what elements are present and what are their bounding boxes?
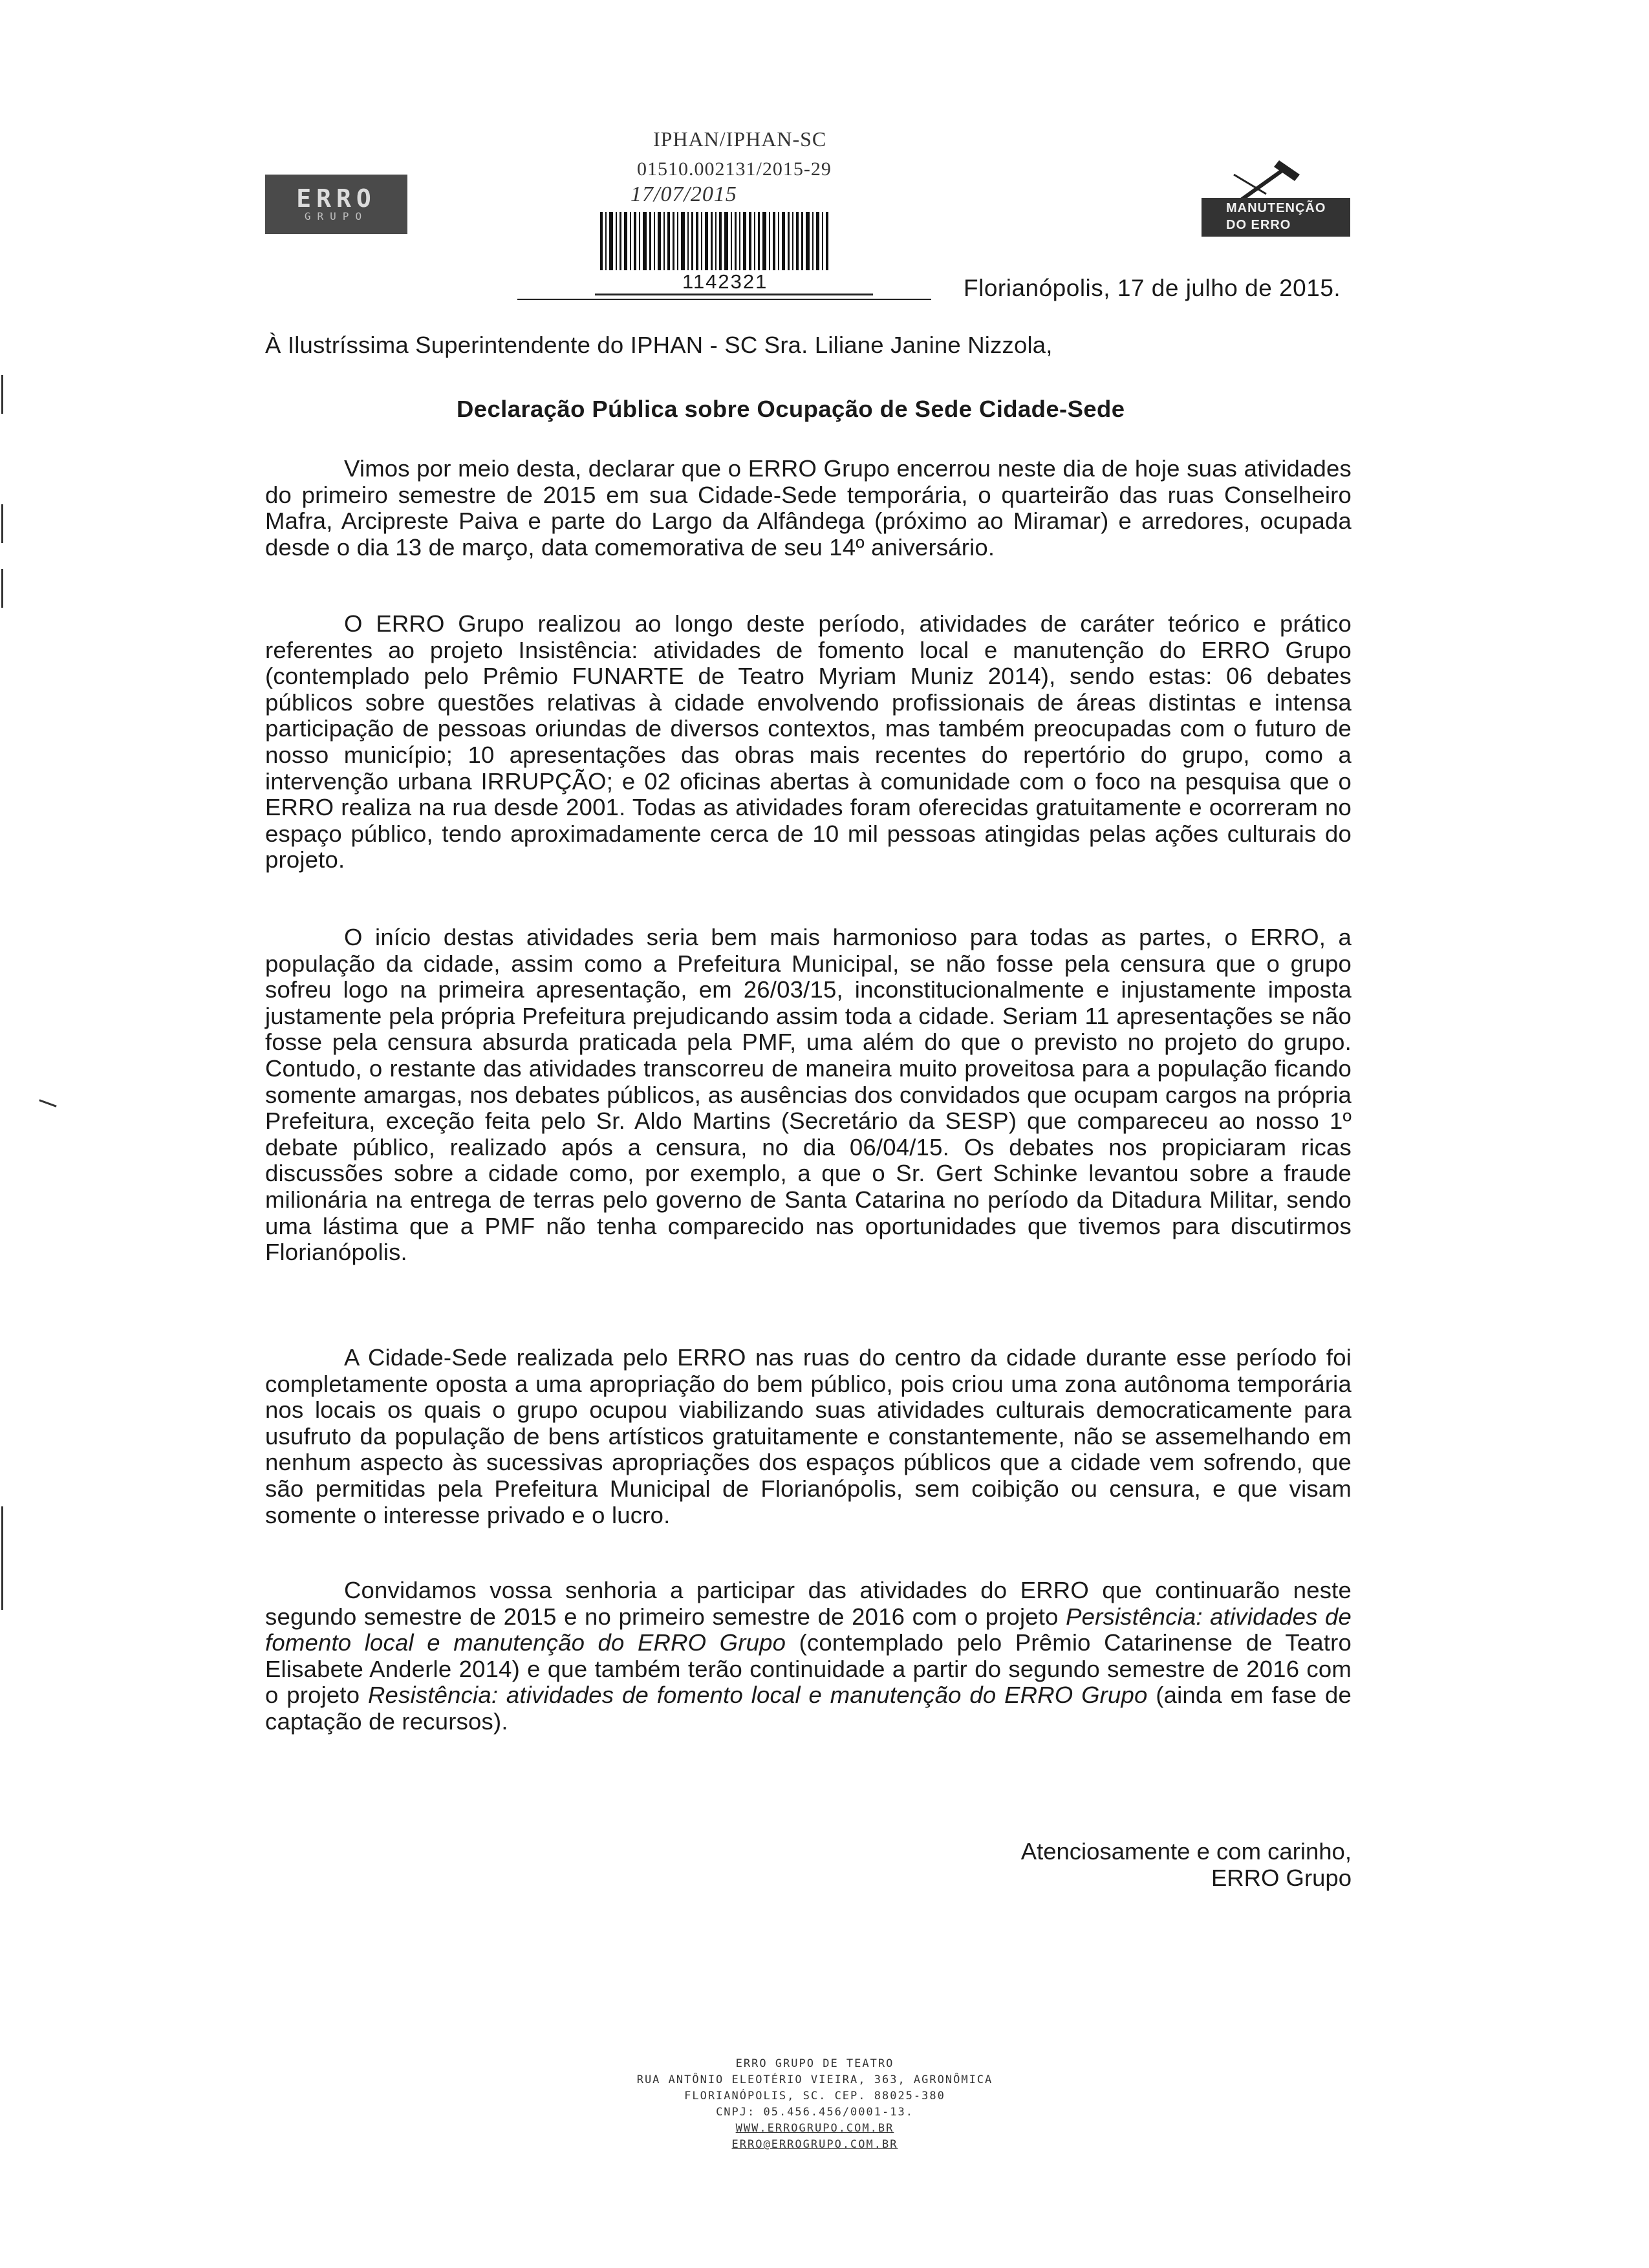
barcode-bar (816, 212, 819, 270)
footer-address (582, 2056, 1048, 2153)
barcode-bar (773, 212, 775, 270)
barcode-bar (673, 212, 674, 270)
erro-logo (265, 175, 407, 234)
footer-email: ERRO@ERROGRUPO.COM.BR (731, 2138, 898, 2151)
barcode-bar (724, 212, 728, 270)
project-persistencia: Persistência: atividades de fomento local e manutenção do ERRO Grupo (265, 1603, 1352, 1656)
page-title: Declaração Pública sobre Ocupação de Sede Cidade-Sede (457, 396, 1125, 422)
barcode-bar (719, 212, 722, 270)
barcode-bar (762, 212, 766, 270)
barcode-bar (681, 212, 685, 270)
stamp-agency: IPHAN/IPHAN-SC (653, 127, 827, 151)
barcode-bar (654, 212, 655, 270)
barcode-bar (624, 212, 627, 270)
barcode (600, 212, 879, 270)
addressee: À Ilustríssima Superintendente do IPHAN - SC Sra. Liliane Janine Nizzola, (265, 332, 1053, 358)
barcode-bar (663, 212, 665, 270)
margin-mark (39, 1099, 56, 1107)
manutencao-logo-line2: DO ERRO (1226, 218, 1291, 232)
paragraph-5-part-e: (ainda em fase de captação de recursos). (265, 1682, 1352, 1735)
barcode-bar (630, 212, 631, 270)
margin-mark (1, 1506, 3, 1610)
project-resistencia: Resistência: atividades de fomento local e manutenção do ERRO Grupo (367, 1682, 1148, 1709)
letter-date: Florianópolis, 17 de julho de 2015. (964, 275, 1341, 301)
barcode-bar (792, 212, 793, 270)
paragraph-5-part-a: Convidamos vossa senhoria a participar das atividades do ERRO que continuarão neste segundo semestre de 2015 e no primeiro semestre de 2016 com o projeto (265, 1577, 1352, 1630)
barcode-bar (634, 212, 636, 270)
stamp-underline (517, 299, 931, 300)
barcode-bar (711, 212, 713, 270)
margin-mark (1, 504, 3, 543)
paragraph-4: A Cidade-Sede realizada pelo ERRO nas ruas do centro da cidade durante esse período foi completamente oposta a uma apropriação do bem público, pois criou uma zona autônoma temporária nos locais os quais o grupo ocupou viabilizando suas atividades culturais democraticamente para usufruto da população de bens artísticos gratuitamente e constantemente, não se assemelhando em nenhum aspecto às sucessivas apropriações dos espaços públicos que a cidade vem sofrendo, que são permitidas pela Prefeitura Municipal de Florianópolis, sem coibição ou censura, e que visam somente o interesse privado e o lucro. (265, 1344, 1352, 1528)
barcode-bar (735, 212, 737, 270)
barcode-bar (758, 212, 760, 270)
paragraph-1: Vimos por meio desta, declarar que o ERRO Grupo encerrou neste dia de hoje suas atividades do primeiro semestre de 2015 em sua Cidade-Sede temporária, o quarteirão das ruas Conselheiro Mafra, Arcipreste Paiva e parte do Largo da Alfândega (próximo ao Miramar) e arredores, ocupada desde o dia 13 de março, data comemorativa de seu 14º aniversário. (265, 455, 1352, 561)
barcode-bar (739, 212, 740, 270)
footer-website: WWW.ERROGRUPO.COM.BR (735, 2122, 894, 2135)
barcode-number: 1142321 (682, 270, 768, 293)
barcode-bar (677, 212, 678, 270)
barcode-bar (769, 212, 770, 270)
erro-logo-text: ERRO (296, 184, 376, 213)
barcode-bar (667, 212, 670, 270)
barcode-bar (822, 212, 823, 270)
paragraph-2: O ERRO Grupo realizou ao longo deste período, atividades de caráter teórico e prático referentes ao projeto Insistência: atividades de fomento local e manutenção do ERRO Grupo (contemplado pelo Prêmio FUNARTE de Teatro Myriam Muniz 2014), sendo estas: 06 debates públicos sobre questões relativas à cidade envolvendo profissionais de áreas distintas e intensa participação de pessoas oriundas de diversos contextos, mas também preocupadas com o futuro de nosso município; 10 apresentações das obras mais recentes do repertório do grupo, como a intervenção urbana IRRUPÇÃO; e 02 oficinas abertas à comunidade com o foco na pesquisa que o ERRO realiza na rua desde 2001. Todas as atividades foram oferecidas gratuitamente e ocorreram no espaço público, tendo aproximadamente cerca de 10 mil pessoas atingidas pelas ações culturais do projeto. (265, 610, 1352, 873)
paragraph-5 (265, 1578, 1352, 1735)
barcode-bar (701, 212, 702, 270)
barcode-bar (649, 212, 651, 270)
footer-cnpj: CNPJ: 05.456.456/0001-13. (716, 2106, 914, 2119)
manutencao-logo (1202, 155, 1350, 237)
barcode-bar (801, 212, 803, 270)
barcode-bar (826, 212, 828, 270)
barcode-bar (609, 212, 613, 270)
closing-signature: ERRO Grupo (1211, 1865, 1352, 1891)
stamp-process-number: 01510.002131/2015-29 (637, 158, 832, 180)
barcode-bar (639, 212, 640, 270)
barcode-bar (643, 212, 647, 270)
barcode-bar (782, 212, 785, 270)
paragraph-3: O início destas atividades seria bem mais harmonioso para todas as partes, o ERRO, a população da cidade, assim como a Prefeitura Municipal, se não fosse pela censura que o grupo sofreu logo na primeira apresentação, em 26/03/15, inconstitucionalmente e injustamente imposta justamente pela própria Prefeitura prejudicando assim toda a cidade. Seriam 11 apresentações se não fosse pela censura absurda praticada pela PMF, uma além do que o previsto no projeto do grupo. Contudo, o restante das atividades transcorreu de maneira muito proveitosa para a população ficando somente amargas, nos debates públicos, as ausências dos convidados que ocupam cargos na própria Prefeitura, exceção feita pelo Sr. Aldo Martins (Secretário da SESP) que compareceu ao nosso 1º debate público, realizado após a censura, no dia 06/04/15. Os debates nos propiciaram ricas discussões sobre a cidade como, por exemplo, a que o Sr. Gert Schinke levantou sobre a fraude milionária na entrega de terras pelo governo de Santa Catarina no período da Ditadura Militar, sendo uma lástima que a PMF não tenha comparecido nas oportunidades que tivemos para discutirmos Florianópolis. (265, 924, 1352, 1266)
footer-street: RUA ANTÔNIO ELEOTÉRIO VIEIRA, 363, AGRONÔMICA (636, 2073, 993, 2086)
barcode-bar (749, 212, 751, 270)
barcode-bar (687, 212, 689, 270)
barcode-bar (620, 212, 621, 270)
erro-logo-subtext: GRUPO (304, 210, 369, 222)
barcode-bar (691, 212, 693, 270)
barcode-bar (812, 212, 814, 270)
barcode-bar (778, 212, 779, 270)
barcode-bar (715, 212, 717, 270)
stamp-handwritten-date: 17/07/2015 (630, 182, 737, 206)
margin-mark (1, 375, 3, 414)
barcode-bar (705, 212, 708, 270)
barcode-bar (806, 212, 810, 270)
barcode-bar (743, 212, 746, 270)
manutencao-logo-line1: MANUTENÇÃO (1226, 201, 1326, 215)
barcode-bar (658, 212, 661, 270)
barcode-bar (754, 212, 755, 270)
barcode-bar (605, 212, 607, 270)
barcode-bar (796, 212, 799, 270)
paragraph-5-part-c: (contemplado pelo Prêmio Catarinense de Teatro Elisabete Anderle 2014) e que também terão continuidade a partir do segundo semestre de 2016 com o projeto (265, 1629, 1352, 1709)
closing-block (841, 1838, 1352, 1891)
barcode-bar (616, 212, 617, 270)
footer-city: FLORIANÓPOLIS, SC. CEP. 88025-380 (684, 2090, 945, 2102)
barcode-bar (731, 212, 732, 270)
closing-salutation: Atenciosamente e com carinho, (1020, 1838, 1352, 1865)
margin-mark (1, 569, 3, 608)
barcode-bar (788, 212, 790, 270)
footer-name: ERRO GRUPO DE TEATRO (735, 2057, 894, 2070)
barcode-bar (600, 212, 603, 270)
barcode-bar (696, 212, 698, 270)
stamp-underline-bold (595, 294, 873, 295)
